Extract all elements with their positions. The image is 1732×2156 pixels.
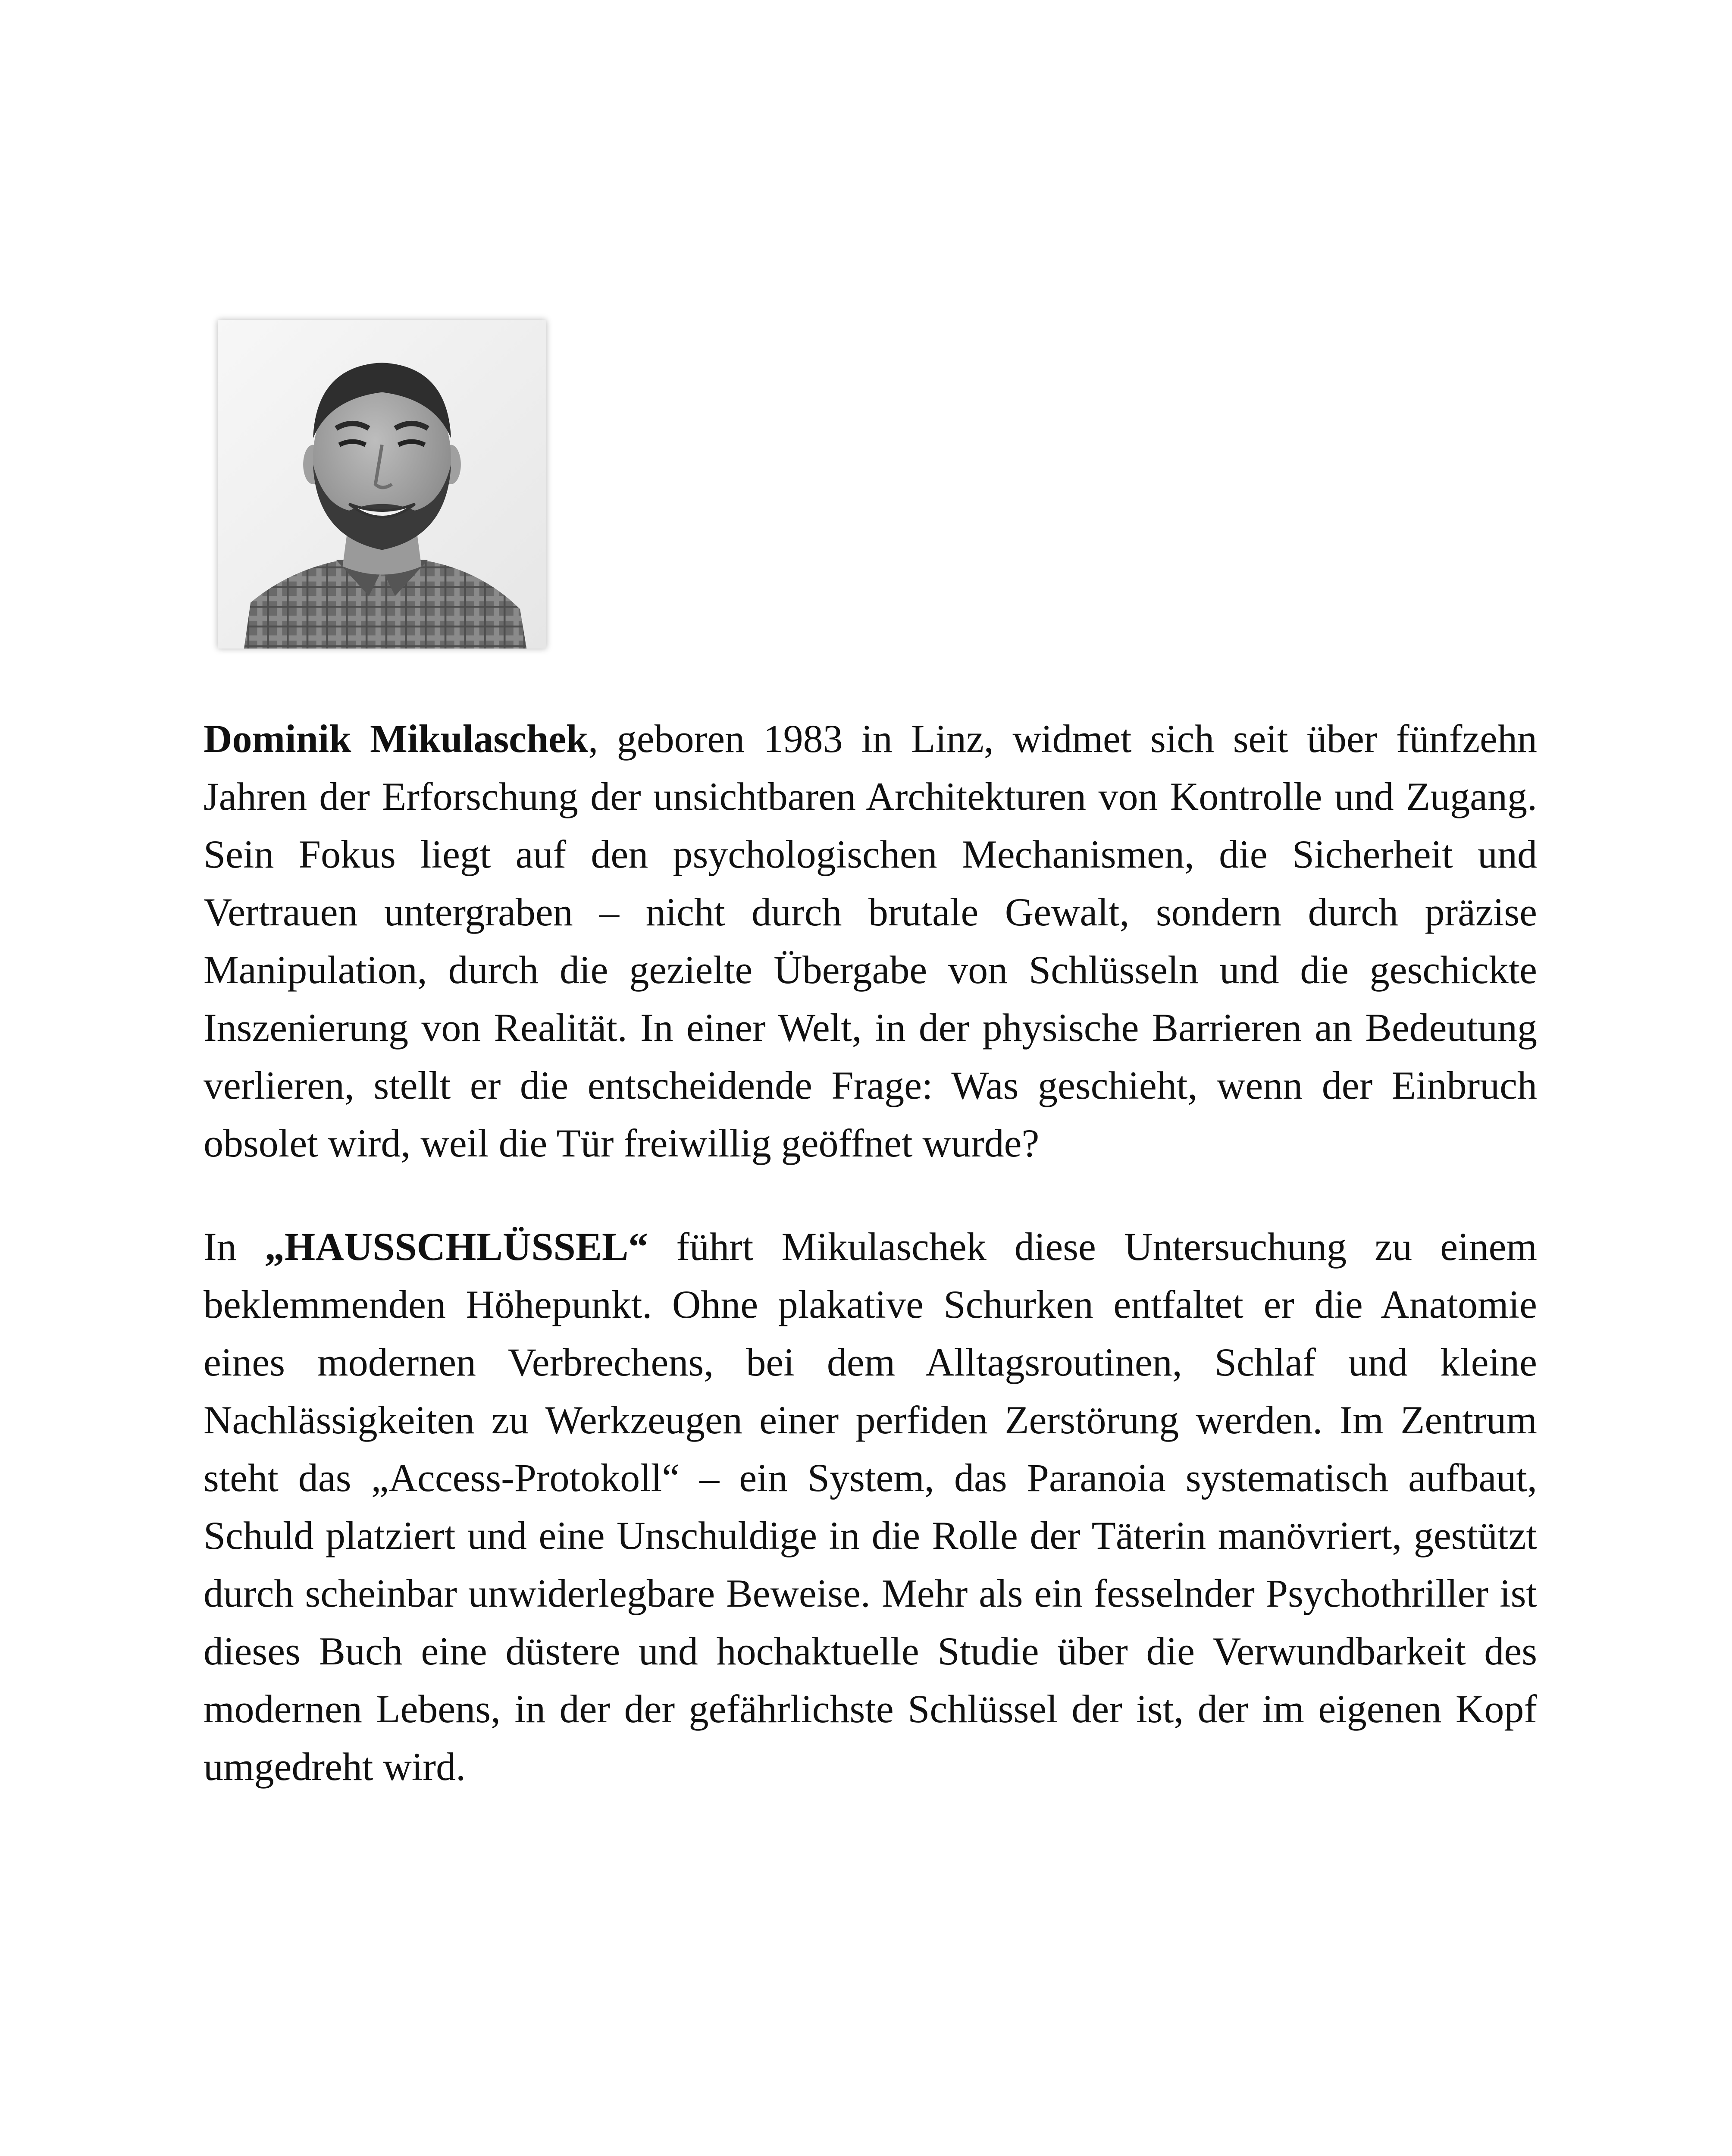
book-title: „HAUSSCHLÜSSEL“ <box>264 1225 648 1269</box>
book-description-text: führt Mikulaschek diese Untersuchung zu einem beklemmenden Höhepunkt. Ohne plakative Schurken entfaltet er die Anatomie eines modernen Verbrechens, bei dem Alltagsroutinen, Schlaf und kleine Nachlässigkeiten zu Werkzeugen einer perfiden Zerstörung werden. Im Zentrum steht das „Access-Protokoll“ – ein System, das Paranoia systematisch aufbaut, Schuld platziert und eine Unschuldige in die Rolle der Täterin manövriert, gestützt durch scheinbar unwiderlegbare Beweise. Mehr als ein fesselnder Psychothriller ist dieses Buch eine düstere und hochaktuelle Studie über die Verwundbarkeit des modernen Lebens, in der der gefährlichste Schlüssel der ist, der im eigenen Kopf umgedreht wird. <box>204 1225 1537 1789</box>
book-intro-text: In <box>204 1225 265 1269</box>
author-name: Dominik Mikulaschek <box>204 717 589 761</box>
author-bio-paragraph <box>204 710 1537 1172</box>
author-photo <box>218 320 546 649</box>
author-portrait-image <box>218 320 546 649</box>
author-bio-text: , geboren 1983 in Linz, widmet sich seit über fünfzehn Jahren der Erforschung der unsichtbaren Architekturen von Kontrolle und Zugang. Sein Fokus liegt auf den psychologischen Mechanismen, die Sicherheit und Vertrauen untergraben – nicht durch brutale Gewalt, sondern durch präzise Manipulation, durch die gezielte Übergabe von Schlüsseln und die geschickte Inszenierung von Realität. In einer Welt, in der physische Barrieren an Bedeutung verlieren, stellt er die entscheidende Frage: Was geschieht, wenn der Einbruch obsolet wird, weil die Tür freiwillig geöffnet wurde? <box>204 717 1538 1165</box>
book-description-paragraph <box>204 1218 1537 1796</box>
